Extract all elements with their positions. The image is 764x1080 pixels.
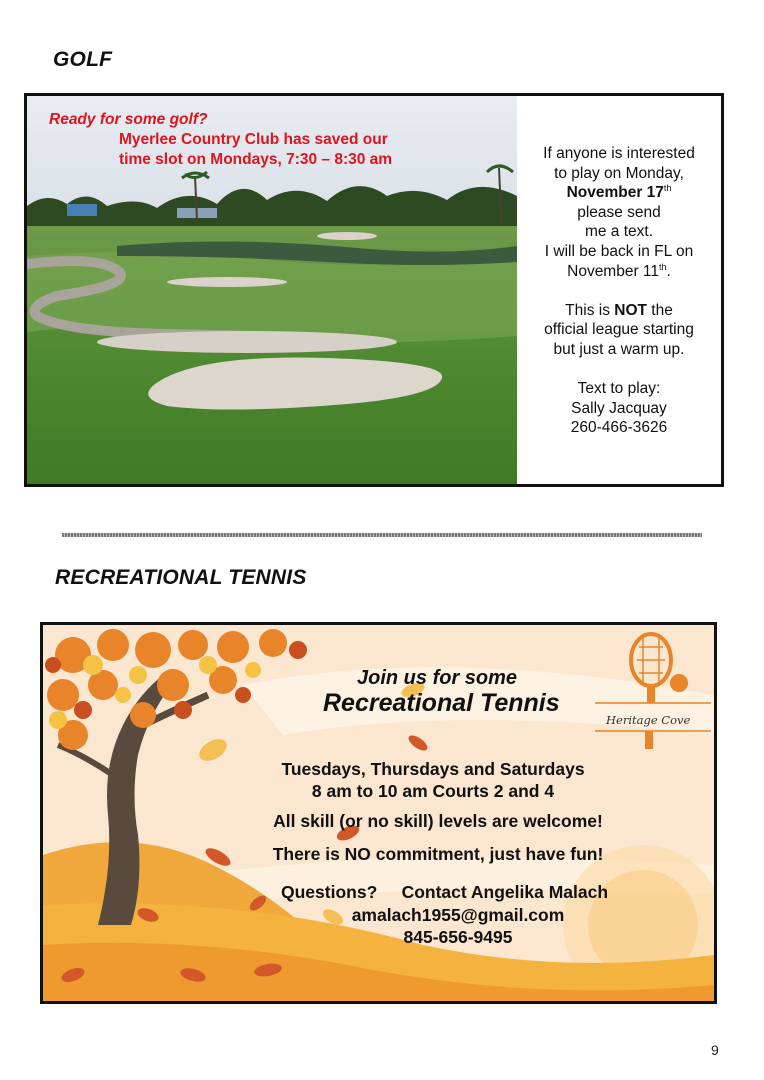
golf-contact-phone: 260-466-3626 — [570, 419, 668, 437]
golf-slot-line-2: time slot on Mondays, 7:30 – 8:30 am — [119, 151, 393, 168]
tennis-days: Tuesdays, Thursdays and Saturdays — [281, 759, 585, 779]
golf-question: Ready for some golf? — [49, 111, 208, 128]
tennis-commitment: There is NO commitment, just have fun! — [272, 844, 604, 864]
golf-course-photo — [27, 96, 517, 484]
golf-contact-label: Text to play: — [577, 380, 661, 398]
golf-info-line: to play on Monday, — [554, 164, 684, 182]
tennis-flyer — [40, 622, 717, 1004]
tennis-join-text: Join us for some — [357, 667, 518, 689]
golf-overlay-text — [49, 110, 392, 170]
tennis-contact-phone: 845-656-9495 — [403, 927, 513, 947]
golf-flyer — [24, 93, 724, 487]
section-divider — [62, 533, 702, 537]
golf-info-line: please send — [577, 203, 661, 221]
tennis-contact-email: amalach1955@gmail.com — [351, 905, 565, 925]
golf-info-return-date: November 11th. — [567, 261, 671, 280]
golf-info-line: but just a warm up. — [553, 340, 685, 358]
tennis-contact-line: Questions? Contact Angelika Malach — [281, 882, 609, 902]
golf-info-line: I will be back in FL on — [544, 242, 694, 260]
golf-info-date: November 17th — [566, 183, 672, 202]
heritage-cove-logo-text: Heritage Cove — [606, 713, 691, 727]
golf-info-text — [519, 144, 719, 438]
tennis-headline: Recreational Tennis — [323, 689, 560, 717]
tennis-time-courts: 8 am to 10 am Courts 2 and 4 — [311, 781, 555, 801]
golf-info-line: official league starting — [544, 321, 694, 339]
golf-contact-name: Sally Jacquay — [571, 399, 667, 417]
golf-slot-line-1: Myerlee Country Club has saved our — [119, 131, 388, 148]
page-number: 9 — [711, 1042, 719, 1058]
tennis-skill-levels: All skill (or no skill) levels are welcome! — [273, 811, 603, 831]
golf-info-line: If anyone is interested — [543, 145, 695, 162]
golf-section-title: GOLF — [53, 48, 113, 71]
golf-info-line: me a text. — [584, 223, 654, 241]
golf-info-not-official: This is NOT the — [565, 301, 673, 319]
tennis-section-title: RECREATIONAL TENNIS — [55, 566, 307, 589]
